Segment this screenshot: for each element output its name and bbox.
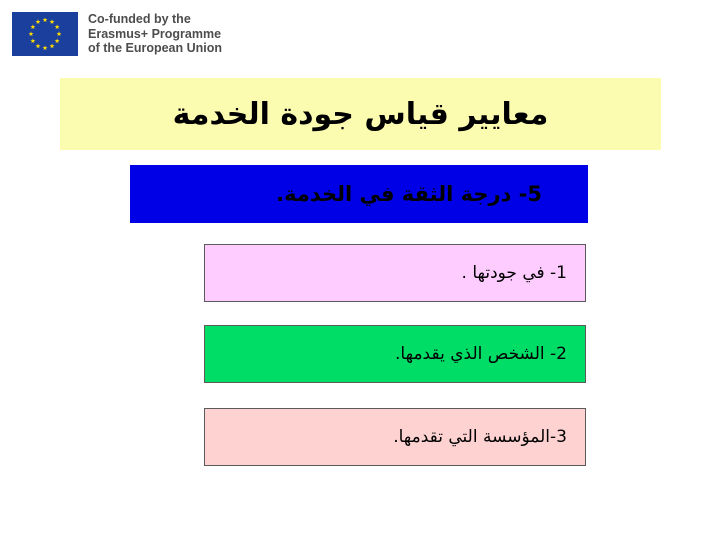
list-item-1 xyxy=(204,244,586,302)
logo-line-2: Erasmus+ Programme xyxy=(88,26,222,41)
section-heading: 5- درجة الثقة في الخدمة. xyxy=(276,182,542,206)
list-item-2-text: 2- الشخص الذي يقدمها. xyxy=(395,344,567,364)
page-title: معايير قياس جودة الخدمة xyxy=(172,96,549,132)
list-item-3 xyxy=(204,408,586,466)
logo-line-3: of the European Union xyxy=(88,41,223,55)
list-item-3-text: 3-المؤسسة التي تقدمها. xyxy=(393,427,567,447)
list-item-2 xyxy=(204,325,586,383)
erasmus-logo xyxy=(12,12,234,60)
subtitle-banner xyxy=(130,165,588,223)
list-item-1-text: 1- في جودتها . xyxy=(461,263,567,283)
logo-line-1: Co-funded by the xyxy=(88,12,191,26)
erasmus-logo-text xyxy=(88,12,238,56)
eu-flag-icon xyxy=(12,12,78,56)
title-banner xyxy=(60,78,661,150)
